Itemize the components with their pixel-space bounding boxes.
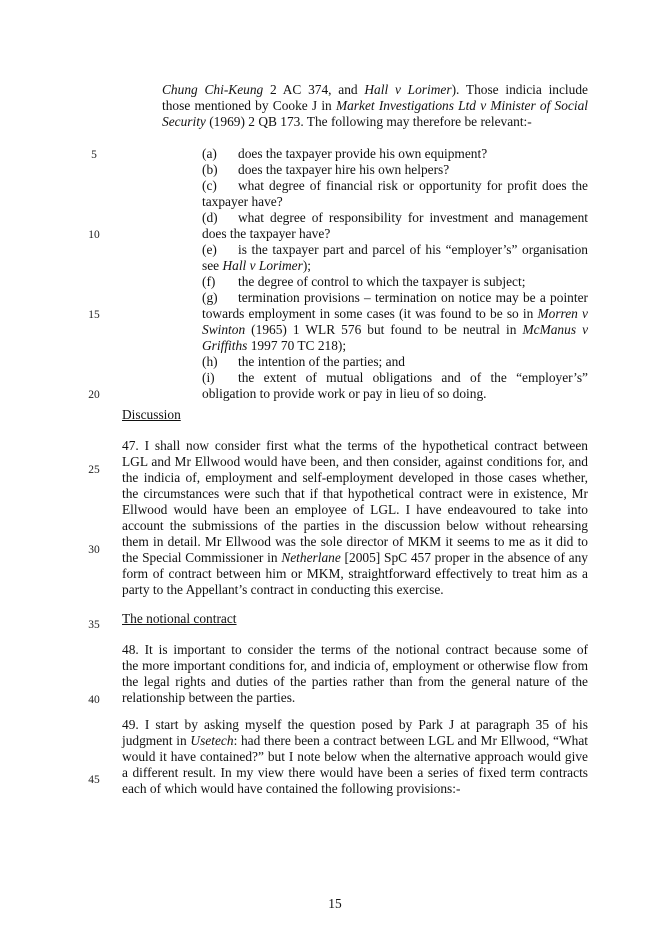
list-item: (h) the intention of the parties; and (202, 354, 405, 369)
line-number: 10 (88, 229, 100, 241)
section-heading-notional-contract: The notional contract (122, 611, 237, 626)
list-item: (c) what degree of financial risk or opportunity for profit does the (202, 178, 588, 193)
list-item: (g) termination provisions – termination on notice may be a pointer (202, 290, 588, 305)
line-number: 35 (88, 619, 100, 631)
line-number: 30 (88, 544, 100, 556)
list-item: (e) is the taxpayer part and parcel of his “employer’s” organisation (202, 242, 588, 257)
list-item: (d) what degree of responsibility for investment and management (202, 210, 588, 225)
line-number: 5 (91, 149, 97, 161)
list-item: (f) the degree of control to which the taxpayer is subject; (202, 274, 526, 289)
line-number: 25 (88, 464, 100, 476)
list-item: (a) does the taxpayer provide his own equipment? (202, 146, 488, 161)
line-number: 45 (88, 774, 100, 786)
section-heading-discussion: Discussion (122, 407, 181, 422)
line-number: 15 (88, 309, 100, 321)
paragraph-49: 49. I start by asking myself the question posed by Park J at paragraph 35 of his judgment in Usetech: had there been a contract between LGL and Mr Ellwood, “What would it have contained?” but I note below when the alternative approach would give a different result. In my view there would have been a series of fixed term contracts each of which would have contained the following provisions:- (122, 717, 588, 796)
paragraph-48: 48. It is important to consider the terms of the notional contract because some of the more important conditions for, and indicia of, employment or otherwise flow from the legal rights and duties of the parties rather than from the general nature of the relationship between the parties. (122, 642, 588, 705)
list-item: (b) does the taxpayer hire his own helpers? (202, 162, 450, 177)
indicia-list: (a) does the taxpayer provide his own equipment? (b) does the taxpayer hire his own helpers? (c) what degree of financial risk or opportunity for profit does the taxpayer have? (d) what degree of responsibility for investment and management does the taxpayer have? (e) is the taxpayer part and parcel of his “employer’s” organisation see Hall v Lorimer); (f) the degree of control to which the taxpayer is subject; (g) termination provisions – termination on notice may be a pointer towards employment in some cases (it was found to be so in Morren v Swinton (1965) 1 WLR 576 but found to be neutral in McManus v Griffiths 1997 70 TC 218); (h) the intention of the parties; and (i) the extent of mutual obligations and of the “employer’s” obligation to provide work or pay in lieu of so doing. (202, 146, 589, 401)
line-number: 20 (88, 389, 100, 401)
paragraph-47: 47. I shall now consider first what the terms of the hypothetical contract between LGL and Mr Ellwood would have been, and then consider, against conditions for, and the indicia of, employment and self-employment developed in those cases whether, the circumstances were such that if that hypothetical contract were in existence, Mr Ellwood would have been an employee of LGL. I have endeavoured to take into account the submissions of the parties in the discussion below without rehearsing them in detail. Mr Ellwood was the sole director of MKM it seems to me as it did to the Special Commissioner in Netherlane [2005] SpC 457 proper in the absence of any form of contract between him or MKM, straightforward effectively to treat him as a party to the Appellant’s contract in conducting this exercise. (122, 438, 589, 597)
intro-paragraph: Chung Chi-Keung 2 AC 374, and Hall v Lorimer). Those indicia include those mentioned by Cooke J in Market Investigations Ltd v Minister of Social Security (1969) 2 QB 173. The following may therefore be relevant:- (162, 82, 588, 129)
list-item: (i) the extent of mutual obligations and of the “employer’s” (202, 370, 588, 385)
line-number: 40 (88, 694, 100, 706)
page-number: 15 (328, 896, 342, 911)
